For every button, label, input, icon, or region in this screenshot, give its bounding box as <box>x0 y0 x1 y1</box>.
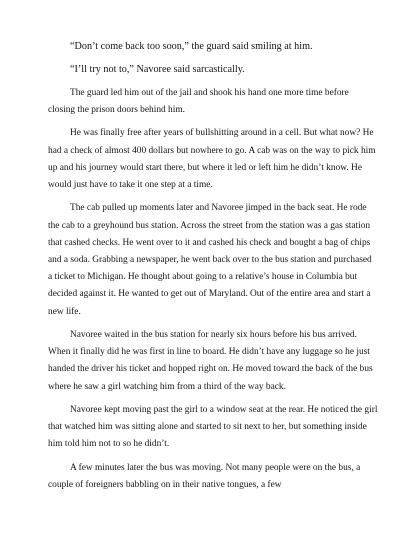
paragraph-bus-moving: A few minutes later the bus was moving. Not many people were on the bus, a couple of foreigners babbling on in their native tongues, a few <box>48 462 361 490</box>
paragraph-window-seat: Navoree kept moving past the girl to a window seat at the rear. He noticed the girl that watched him was sitting alone and started to sit next to her, but something inside him told him not to so he didn’t. <box>48 404 378 450</box>
paragraph-guard-dialogue: “Don’t come back too soon,” the guard said smiling at him. <box>70 41 313 52</box>
document-page <box>48 38 378 538</box>
paragraph-bus-station-wait: Navoree waited in the bus station for nearly six hours before his bus arrived. When it finally did he was first in line to board. He didn’t have any luggage so he just handed the driver his ticket and hopped right on. He moved toward the back of the bus where he saw a girl watching him from a third of the way back. <box>48 329 373 392</box>
paragraph-cab-ride: The cab pulled up moments later and Navoree jimped in the back seat. He rode the cab to a greyhound bus station. Across the street from the station was a gas station that cashed checks. He went over to it and cashed his check and bought a bag of chips and a soda. Grabbing a newspaper, he went back over to the bus station and purchased a ticket to Michigan. He thought about going to a relative’s house in Columbia but decided against it. He wanted to get out of Maryland. Out of the entire area and start a new life. <box>48 203 372 317</box>
paragraph-leaving-jail: The guard led him out of the jail and shook his hand one more time before closing the prison doors behind him. <box>48 87 349 115</box>
paragraph-navoree-reply: “I’ll try not to,” Navoree said sarcastically. <box>70 64 245 76</box>
paragraph-finally-free: He was finally free after years of bullshitting around in a cell. But what now? He had a check of almost 400 dollars but nowhere to go. A cab was on the way to pick him up and his journey would start there, but where it led or left him he didn’t know. He would just have to take it one step at a time. <box>48 128 376 190</box>
